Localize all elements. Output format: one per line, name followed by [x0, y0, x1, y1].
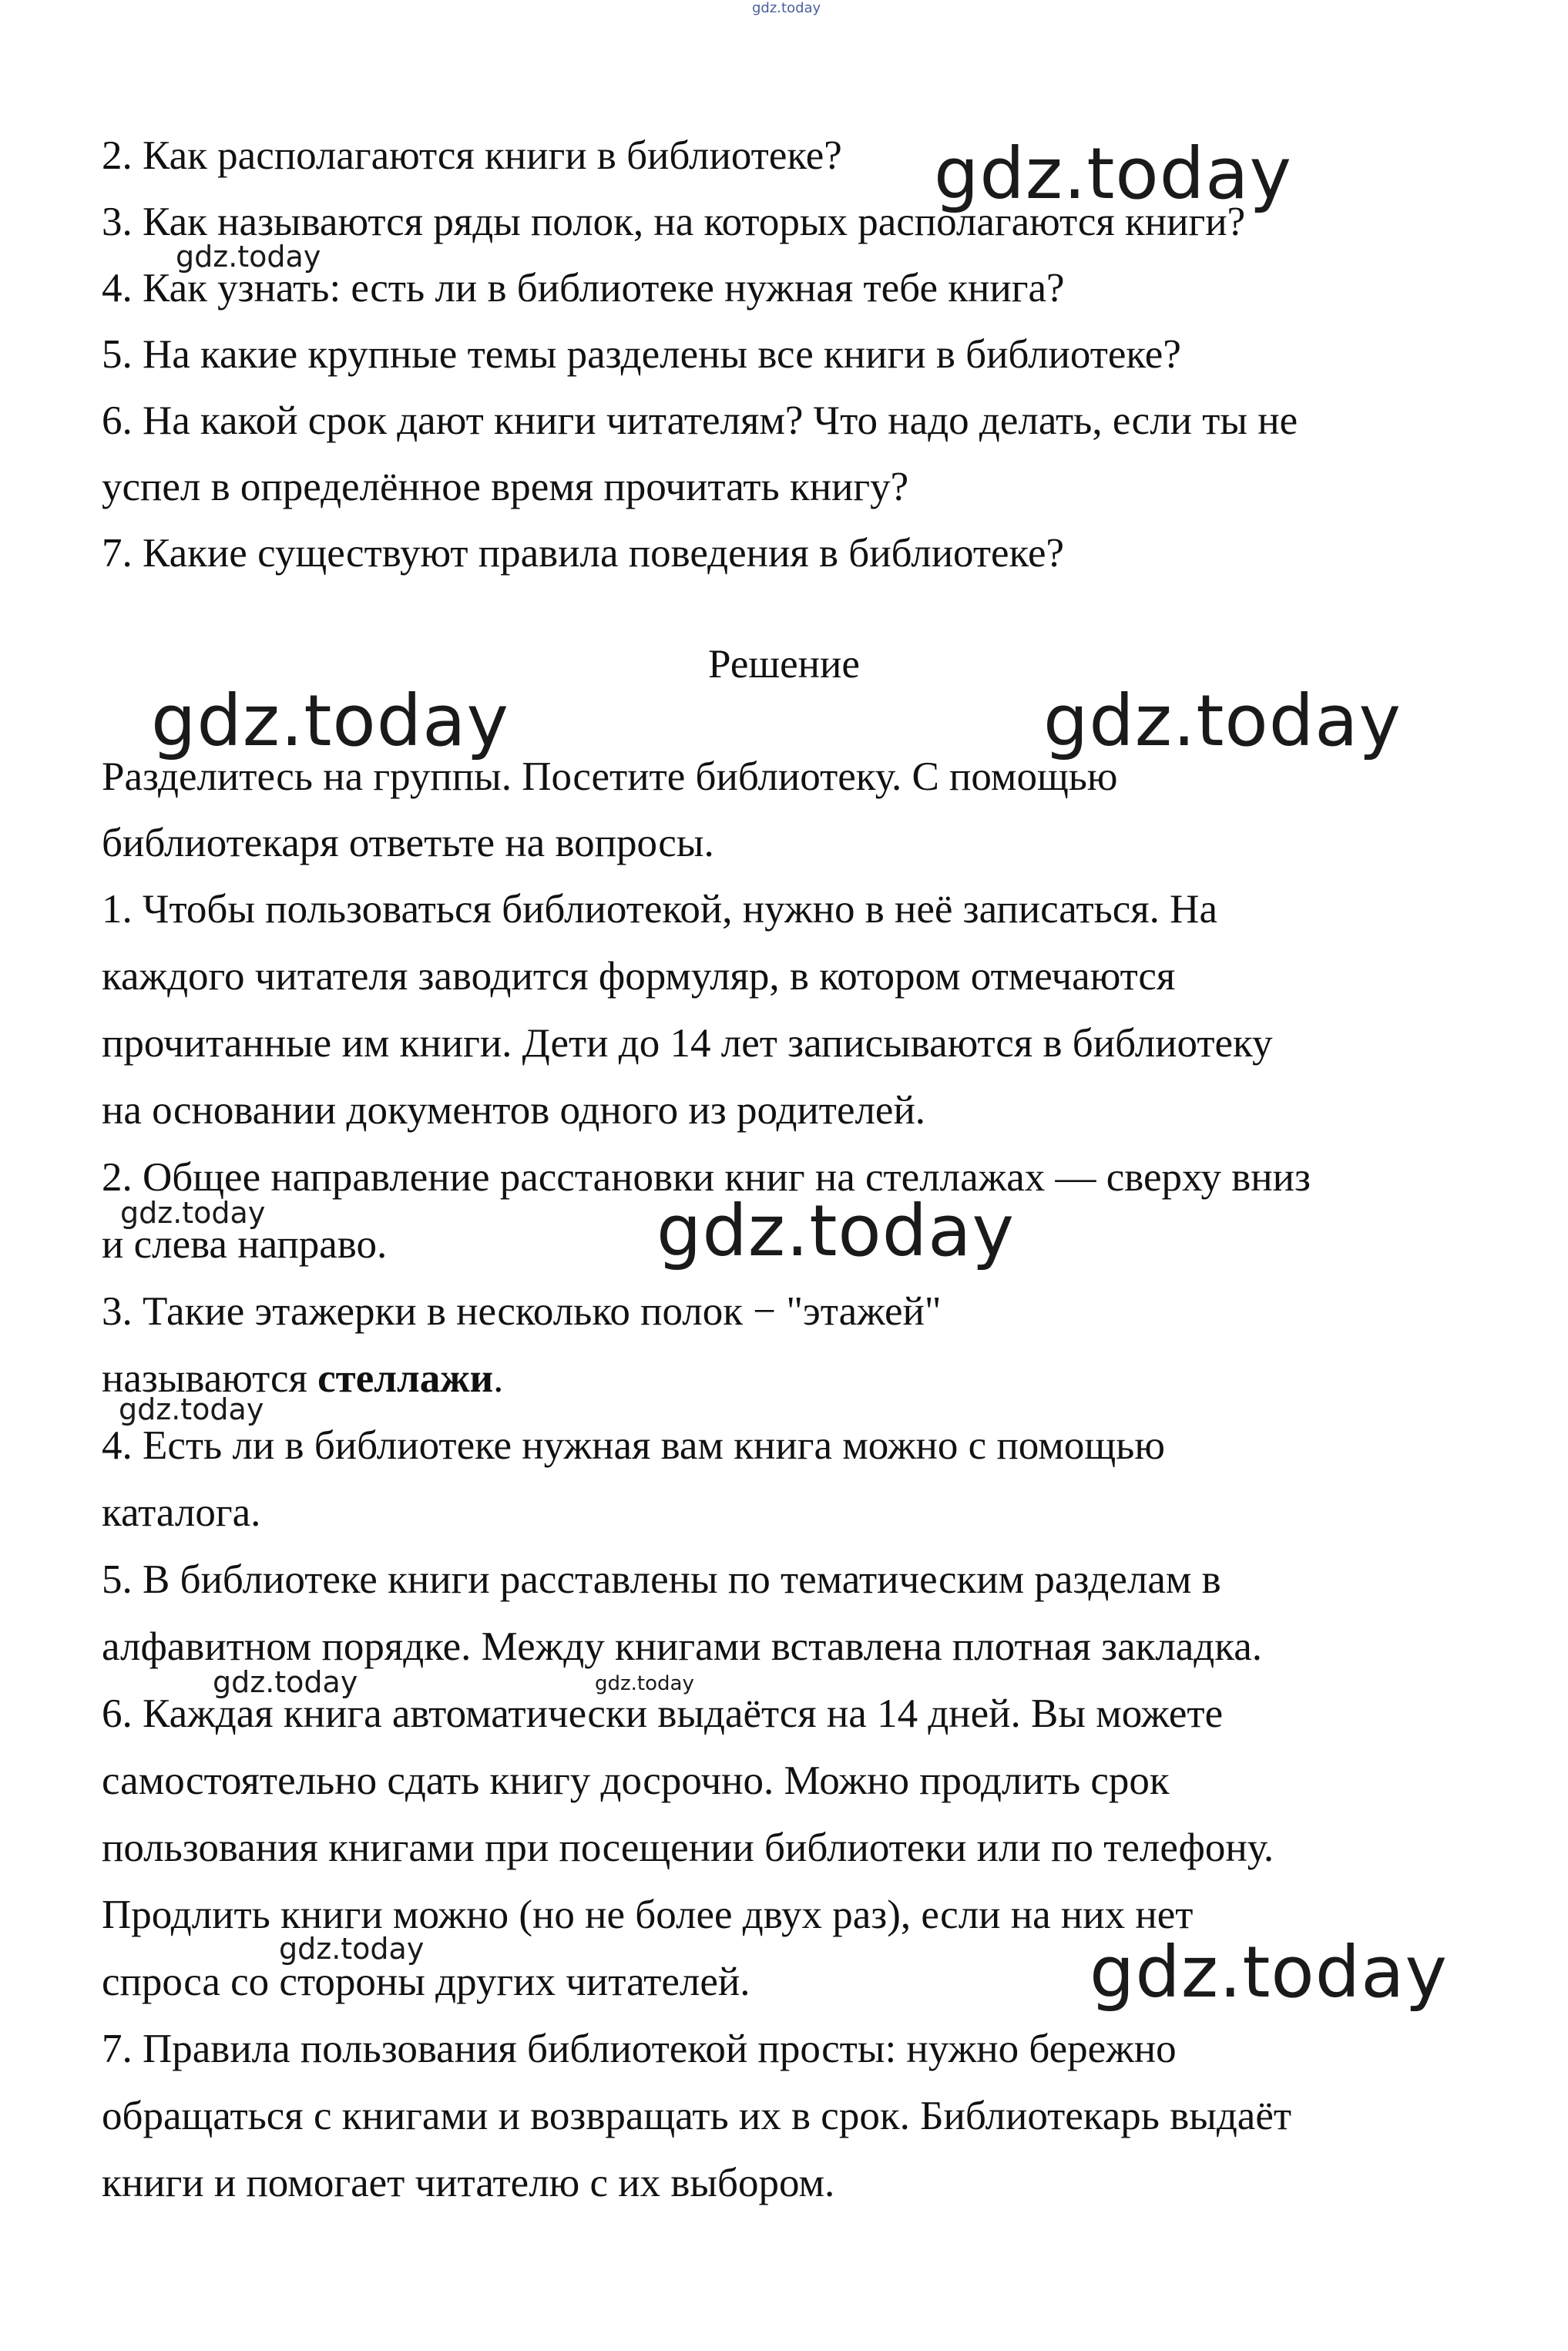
question-5: 5. На какие крупные темы разделены все книги в библиотеке? — [102, 332, 1181, 377]
answer-1-line4: на основании документов одного из родителей. — [102, 1088, 926, 1133]
answer-4-line1: 4. Есть ли в библиотеке нужная вам книга можно с помощью — [102, 1423, 1165, 1468]
answer-5-line1: 5. В библиотеке книги расставлены по тематическим разделам в — [102, 1557, 1221, 1602]
solution-title: Решение — [708, 642, 860, 687]
answer-3-line1: 3. Такие этажерки в несколько полок − "этажей" — [102, 1289, 942, 1334]
watermark: gdz.today — [1090, 1931, 1448, 2013]
watermark: gdz.today — [656, 1190, 1015, 1272]
watermark: gdz.today — [176, 240, 321, 274]
intro-line1: Разделитесь на группы. Посетите библиотеку. С помощью — [102, 754, 1118, 799]
answer-3-suffix: . — [493, 1356, 504, 1401]
answer-7-line3: книги и помогает читателю с их выбором. — [102, 2161, 835, 2205]
answer-6-line5: спроса со стороны других читателей. — [102, 1960, 750, 2004]
answer-6-line1: 6. Каждая книга автоматически выдаётся на 14 дней. Вы можете — [102, 1691, 1224, 1736]
watermark: gdz.today — [120, 1196, 266, 1230]
intro-line2: библиотекаря ответьте на вопросы. — [102, 821, 714, 865]
watermark: gdz.today — [1043, 680, 1402, 762]
watermark: gdz.today — [119, 1392, 264, 1426]
watermark: gdz.today — [595, 1672, 694, 1695]
question-4: 4. Как узнать: есть ли в библиотеке нужная тебе книга? — [102, 266, 1065, 311]
watermark: gdz.today — [934, 133, 1292, 215]
question-2: 2. Как располагаются книги в библиотеке? — [102, 133, 842, 178]
answer-2-line2: и слева направо. — [102, 1222, 388, 1267]
answer-1-line3: прочитанные им книги. Дети до 14 лет записываются в библиотеку — [102, 1021, 1273, 1066]
answer-6-line3: пользования книгами при посещении библиотеки или по телефону. — [102, 1825, 1274, 1870]
answer-4-line2: каталога. — [102, 1490, 261, 1535]
answer-1-line2: каждого читателя заводится формуляр, в котором отмечаются — [102, 954, 1176, 999]
question-6-line2: успел в определённое время прочитать книгу? — [102, 465, 909, 509]
answer-3-term: стеллажи — [317, 1356, 494, 1401]
watermark: gdz.today — [213, 1665, 358, 1699]
answer-6-line2: самостоятельно сдать книгу досрочно. Можно продлить срок — [102, 1758, 1170, 1803]
answer-2-line1: 2. Общее направление расстановки книг на стеллажах — сверху вниз — [102, 1155, 1311, 1200]
watermark: gdz.today — [151, 680, 509, 762]
answer-7-line2: обращаться с книгами и возвращать их в срок. Библиотекарь выдаёт — [102, 2094, 1292, 2138]
question-3: 3. Как называются ряды полок, на которых располагаются книги? — [102, 200, 1246, 244]
answer-1-line1: 1. Чтобы пользоваться библиотекой, нужно в неё записаться. На — [102, 887, 1217, 932]
answer-3-prefix: называются — [102, 1356, 318, 1401]
header-watermark: gdz.today — [752, 0, 821, 16]
watermark: gdz.today — [279, 1932, 425, 1966]
answer-5-line2: алфавитном порядке. Между книгами вставлена плотная закладка. — [102, 1624, 1262, 1669]
question-6-line1: 6. На какой срок дают книги читателям? Что надо делать, если ты не — [102, 398, 1298, 443]
answer-7-line1: 7. Правила пользования библиотекой просты: нужно бережно — [102, 2027, 1177, 2071]
answer-6-line4: Продлить книги можно (но не более двух раз), если на них нет — [102, 1893, 1194, 1937]
question-7: 7. Какие существуют правила поведения в библиотеке? — [102, 531, 1065, 576]
